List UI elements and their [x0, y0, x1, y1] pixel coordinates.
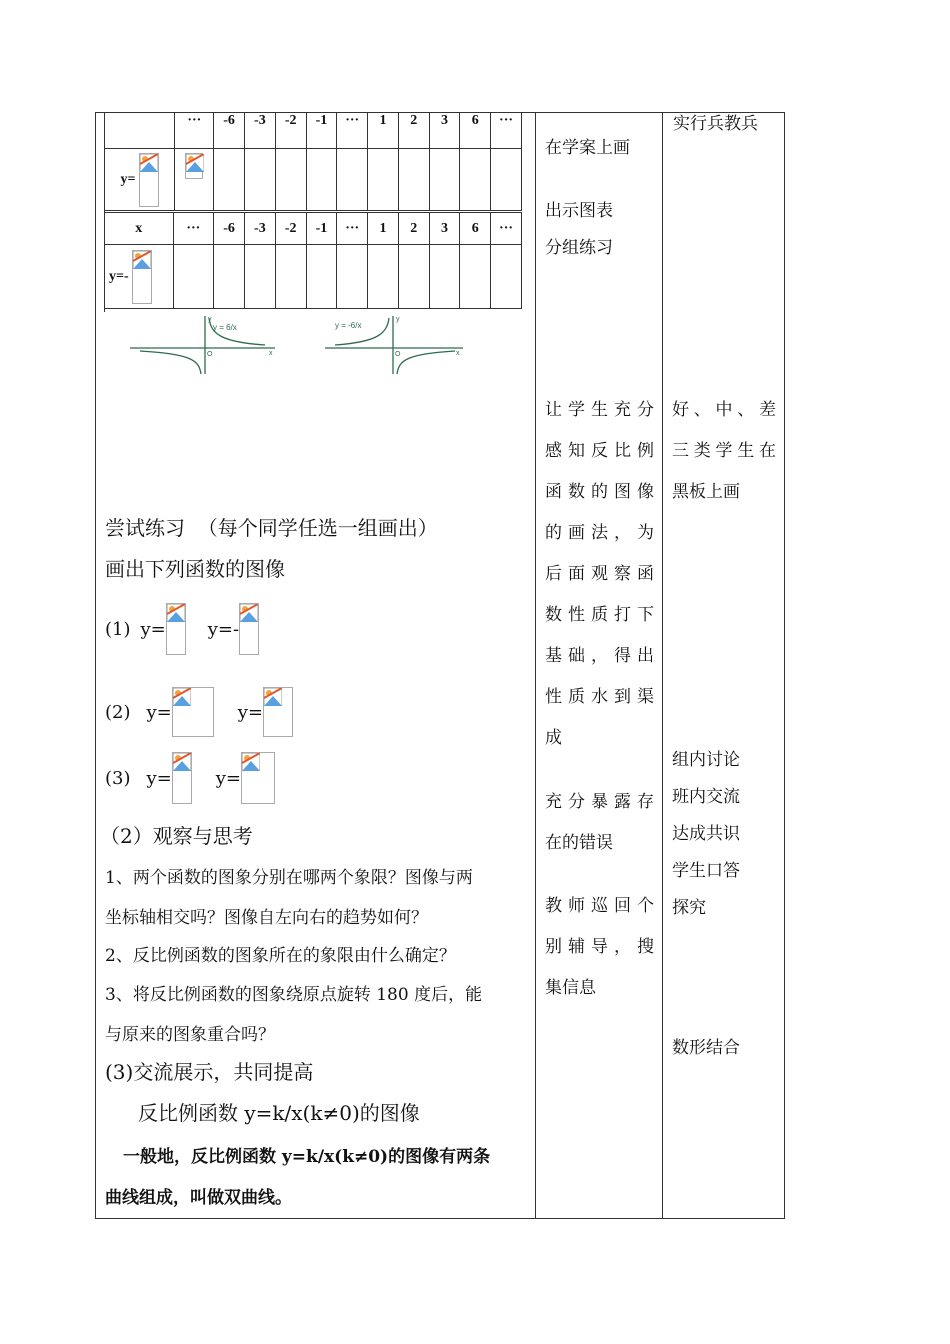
formula-image-icon	[241, 752, 275, 804]
teacher-note-4-line: 函数的图像	[545, 482, 654, 502]
teacher-note-4-line: 性质水到渠	[545, 687, 654, 707]
student-note-2	[672, 402, 776, 525]
table2-head-9: 3	[429, 213, 460, 245]
graph-right-origin-label: O	[395, 351, 401, 358]
exercise-1-number: (1)	[105, 618, 131, 640]
graph-left-x-axis-label: x	[269, 350, 273, 357]
frame-col-divider-1	[535, 112, 536, 1219]
exercise-3-func-a: y=	[146, 767, 172, 789]
question-2: 2、反比例函数的图象所在的象限由什么确定？	[105, 946, 456, 966]
table2-head-2: -6	[214, 213, 245, 245]
formula-image-icon	[172, 687, 214, 737]
teacher-note-4-line: 数性质打下	[545, 605, 654, 625]
teacher-note-2: 出示图表	[545, 201, 613, 221]
table1-row-label-cell	[105, 149, 175, 211]
graph-right-x-axis-label: x	[456, 350, 460, 357]
observe-heading: （2）观察与思考	[100, 824, 253, 848]
hyperbola-graphs	[125, 312, 470, 378]
table2-head-10: 6	[460, 213, 491, 245]
student-note-3	[672, 752, 740, 937]
exercise-1-func-b: y=-	[207, 618, 240, 640]
table1-row-label: y=	[120, 171, 136, 187]
table1-head-9: 3	[429, 113, 460, 149]
student-note-2-line: 好、中、差	[672, 400, 776, 420]
teacher-note-4-line: 成	[545, 728, 562, 748]
exercise-1-func-a: y=	[140, 618, 166, 640]
teacher-note-4-line: 后面观察函	[545, 564, 654, 584]
table1-head-5: -1	[306, 113, 337, 149]
question-3-line-2: 与原来的图象重合吗？	[105, 1025, 275, 1045]
formula-image-icon	[263, 687, 293, 737]
teacher-note-5-line: 在的错误	[545, 833, 613, 853]
formula-image-icon	[185, 153, 203, 179]
teacher-note-4-line: 让学生充分	[545, 400, 654, 420]
frame-col-divider-2	[662, 112, 663, 1219]
graph-left-label: y = 6/x	[213, 323, 237, 332]
table1-head-4: -2	[275, 113, 306, 149]
formula-image-icon	[172, 752, 192, 804]
exercise-1	[105, 603, 259, 655]
teacher-note-4-line: 的画法，为	[545, 523, 654, 543]
formula-image-icon	[139, 153, 159, 207]
exercise-2	[105, 686, 293, 738]
student-note-2-line: 黑板上画	[672, 482, 740, 502]
graph-left-origin-label: O	[207, 351, 213, 358]
table2-head-7: 1	[368, 213, 399, 245]
teacher-note-6-line: 集信息	[545, 978, 596, 998]
value-table-1	[104, 112, 522, 211]
teacher-note-5-line: 充分暴露存	[545, 792, 654, 812]
teacher-note-5	[545, 794, 654, 876]
teacher-note-6-line: 教师巡回个	[545, 896, 654, 916]
table1-head-0	[105, 113, 175, 149]
student-note-4: 数形结合	[672, 1038, 740, 1058]
question-1-line-2: 坐标轴相交吗？图像自左向右的趋势如何？	[105, 908, 428, 928]
frame-left	[95, 112, 96, 1219]
student-note-3-line: 达成共识	[672, 824, 740, 844]
teacher-note-4-line: 基础，得出	[545, 646, 654, 666]
table1-head-10: 6	[460, 113, 491, 149]
exercise-2-func-a: y=	[146, 701, 172, 723]
graph-of-heading: 反比例函数 y=k/x(k≠0)的图像	[138, 1101, 420, 1125]
student-note-3-line: 班内交流	[672, 787, 740, 807]
table1-head-11: ···	[491, 113, 522, 149]
teacher-note-6	[545, 898, 654, 1021]
table2-head-4: -2	[275, 213, 306, 245]
draw-heading: 画出下列函数的图像	[105, 557, 285, 581]
student-note-3-line: 探究	[672, 898, 706, 918]
student-note-2-line: 三类学生在	[672, 441, 776, 461]
exercise-2-number: (2)	[105, 701, 131, 723]
table2-row-label-cell	[105, 245, 174, 309]
graph-right-y-axis-label: y	[396, 316, 400, 323]
table1-head-1: ···	[175, 113, 214, 149]
table2-head-11: ···	[491, 213, 522, 245]
teacher-note-4	[545, 402, 654, 771]
conclusion-line-2: 曲线组成，叫做双曲线。	[105, 1188, 292, 1208]
exchange-heading: (3)交流展示，共同提高	[105, 1060, 314, 1084]
student-note-3-line: 学生口答	[672, 861, 740, 881]
table1-head-3: -3	[244, 113, 275, 149]
formula-image-icon	[239, 603, 259, 655]
formula-image-icon	[132, 250, 152, 304]
table2-head-3: -3	[244, 213, 275, 245]
conclusion-line-1: 一般地，反比例函数 y=k/x(k≠0)的图像有两条	[123, 1147, 491, 1167]
frame-right	[784, 112, 785, 1219]
table1-head-8: 2	[398, 113, 429, 149]
question-3-line-1: 3、将反比例函数的图象绕原点旋转 180 度后，能	[105, 985, 483, 1005]
table1-cell-img	[175, 149, 214, 211]
table2-row-label: y=-	[109, 268, 129, 284]
graph-left	[130, 316, 275, 374]
table2-head-0: x	[105, 213, 174, 245]
teacher-note-3: 分组练习	[545, 238, 613, 258]
exercise-3-func-b: y=	[215, 767, 242, 789]
question-1-line-1: 1、两个函数的图象分别在哪两个象限？图像与两	[105, 868, 473, 888]
try-practice-heading: 尝试练习 （每个同学任选一组画出）	[105, 516, 438, 540]
value-table-2	[104, 212, 522, 309]
frame-bottom	[95, 1218, 785, 1219]
table2-head-1: ···	[173, 213, 214, 245]
table1-head-6: ···	[337, 113, 368, 149]
exercise-3	[105, 752, 275, 804]
student-note-1: 实行兵教兵	[673, 114, 758, 134]
teacher-note-6-line: 别辅导，搜	[545, 937, 654, 957]
student-note-3-line: 组内讨论	[672, 750, 740, 770]
exercise-3-number: (3)	[105, 767, 131, 789]
table2-head-5: -1	[306, 213, 337, 245]
teacher-note-4-line: 感知反比例	[545, 441, 654, 461]
table1-head-7: 1	[368, 113, 399, 149]
table1-head-2: -6	[214, 113, 245, 149]
table2-head-8: 2	[398, 213, 429, 245]
graph-right-label: y = -6/x	[335, 321, 362, 330]
table2-head-6: ···	[337, 213, 368, 245]
formula-image-icon	[166, 603, 186, 655]
teacher-note-1: 在学案上画	[545, 138, 630, 158]
graph-left-y-axis-label: y	[208, 316, 212, 323]
exercise-2-func-b: y=	[237, 701, 264, 723]
